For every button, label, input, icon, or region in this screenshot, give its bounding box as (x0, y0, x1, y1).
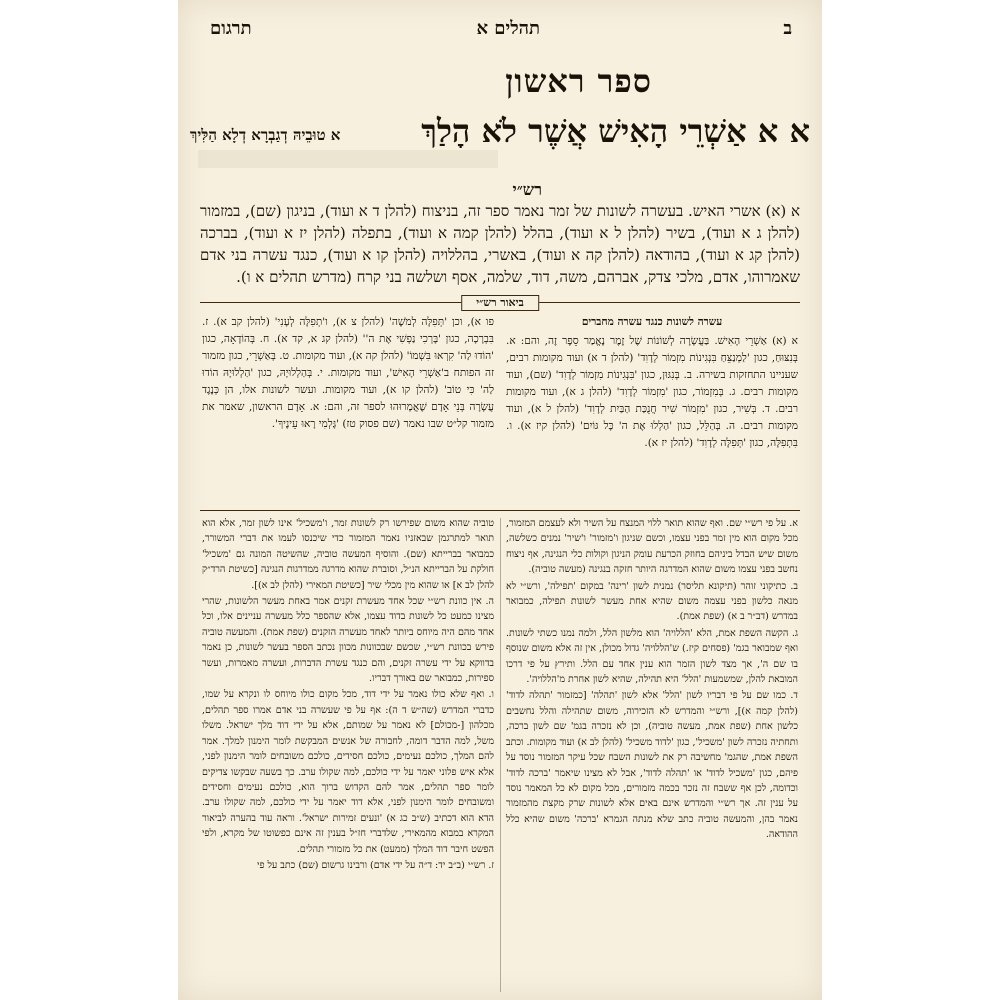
document-page (178, 0, 822, 1000)
biur-text-right: א (א) אַשְׁרֵי הָאִישׁ. בַּעֲשָׂרָה לְשׁוֹנוֹת שֶׁל זֶמֶר נֶאֱמַר סֵפֶר זֶה, והם: א. בְּנִצּוּחַ, כגון 'לַמְנַצֵּחַ בִּנְגִינוֹת מִזְמוֹר לְדָוִד' (להלן ד א) ועוד מקומות רבים, שעניינו התחזקות בשירה. ב. בְּנִגּוּן, כגון 'בִּנְגִינוֹת מִזְמוֹר לְדָוִד' (שם), ועוד מקומות רבים. ג. בְּמִזְמוֹר, כגון 'מִזְמוֹר לְדָוִד' (להלן ג א), ועוד מקומות רבים. ד. בְּשִׁיר, כגון 'מִזְמוֹר שִׁיר חֲנֻכַּת הַבַּיִת לְדָוִד' (להלן ל א), ועוד מקומות רבים. ה. בְּהַלֵּל, כגון 'הַלְלוּ אֶת ה' כָּל גּוֹיִם' (להלן קיז א). ו. בִּתְפִלָּה, כגון 'תְּפִלָּה לְדָוִד' (להלן יז א). (506, 335, 798, 449)
verse-text: א א אַשְׁרֵי הָאִישׁ אֲשֶׁר לֹא הָלַךְ (421, 112, 810, 150)
note-paragraph: ב. כתיקוני זוהר (תיקונא תליסר) נמנית לשון 'רינה' במקום 'תפילה', ורש״י לא מנאה כלשון בפני עצמה משום שהיא אחת מעשר לשונות תפילה, כמבואר במדרש (דב״ר ב א) (שפת אמת). (506, 580, 798, 623)
book-name: תהלים א (476, 18, 540, 39)
rashi-header: רש״י (512, 180, 542, 199)
note-paragraph: ה. אין כוונת רש״י שכל אחד מעשרת זקנים אמר באחת מעשר הלשונות, שהרי מצינו כמעט כל לשונות בדוד עצמו, אלא שהספר כלל מעשרה עניינים אלו, וכל אחד מהם היה מיוחס ביותר לאחד מעשרה הזקנים (שפת אמת). והמעשה טוביה פירש בכוונת רש״י, שכשם שבכוונות מכוון נכתב הספר בעשר לשונות, כן נאמר בדווקא על ידי עשרה זקנים, והם כנגד עשרת הדברות, ועשרה מאמרות, ועשר ספירות, כמבואר שם באורך דבריו. (202, 596, 494, 685)
biur-heading: עשרה לשונות כנגד עשרה מחברים (581, 316, 723, 328)
notes-column-right (506, 516, 798, 844)
biur-column-left (202, 314, 494, 433)
biur-text-left: פו א), וכן 'תְּפִלָּה לְמֹשֶׁה' (להלן צ א), ו'תְפִלָּה לְעָנִי' (להלן קב א). ז. בִּבְרָכָה, כגון 'בָּרְכִי נַפְשִׁי אֶת ה'' (להלן קג א, קד א). ח. בְּהוֹדָאָה, כגון 'הוֹדוּ לַה' קִרְאוּ בִּשְׁמוֹ' (להלן קה א), ועוד מקומות. ט. בְּאַשְׁרֵי, כגון מזמור זה הפותח ב'אַשְׁרֵי הָאִישׁ', ועוד מקומות. י. בְּהַלְלוּיָהּ, כגון 'הַלְלוּיָהּ הוֹדוּ לַה' כִּי טוֹב' (להלן קו א), ועוד מקומות. ועשר לשונות אלו, הן כְּנֶגֶד עֲשָׂרָה בְּנֵי אָדָם שֶׁאֲמָרוּהוּ לספר זה, והם: א. אָדָם הראשון, שאמר את מזמור קל״ט שבו נאמר (שם פסוק טז) 'גָּלְמִי רָאוּ עֵינֶיךָ'. (202, 316, 494, 430)
column-rule (500, 518, 501, 992)
rashi-commentary: א (א) אשרי האיש. בעשרה לשונות של זמר נאמר ספר זה, בניצוח (להלן ד א ועוד), בניגון (שם), במזמור (להלן ג א ועוד), בשיר (להלן ל א ועוד), בהלל (להלן קמה א ועוד), בתפלה (להלן יז א ועוד), בברכה (להלן קג א ועוד), בהודאה (להלן קה א ועוד), באשרי, בהללויה (להלן קו א ועוד), כנגד עשרה בני אדם שאמרוהו, אדם, מלכי צדק, אברהם, משה, דוד, שלמה, אסף ושלשה בני קרח (מדרש תהלים א ו). (200, 202, 800, 286)
page-letter: ב (783, 18, 792, 39)
targum-header: תרגום (210, 18, 252, 39)
faint-bleed-band (198, 150, 498, 168)
book-title: ספר ראשון (505, 62, 652, 100)
note-paragraph: ו. ואף שלא כולו נאמר על ידי דוד, מכל מקום כולו מיוחס לו ונקרא על שמו, כדברי המדרש (שה״ש ד ה): אף על פי שעשרה בני אדם אמרו ספר תהלים, מכלהון [-מכולם] לא נאמר על שמותם, אלא על ידי דוד מלך ישראל. משלו משל, למה הדבר דומה, לחבורה של אנשים המבקשת לומר הימנון למלך. אמר להם המלך, כולכם נעימים, כולכם חסידים, כולכם משובחים לומר הימנון לפני, אלא איש פלוני יאמר על ידי כולכם, למה שקולו ערב. כך בשעה שבקשו צדיקים לומר ספר תהלים, אמר להם הקדוש ברוך הוא, כולכם נעימים וחסידים ומשובחים לומר הימנון לפני, אלא דוד יאמר על ידי כולכם, למה שקולו ערב. הדא הוא דכתיב (ש״ב כג א) 'ונעים זמירות ישראל'. וראה עוד בהערה לביאור המקרא במבוא מהמאירי, שלדברי חז״ל בענין זה אינם כפשוטו של מקרא, ולפי הפשט חיבר דוד המלך (ממעט) את כל מזמורי תהלים. (202, 689, 494, 855)
note-paragraph: ז. רש״י (ב״ב יד: ד״ה על ידי אדם) ורבינו גרשום (שם) כתב על פי (256, 859, 494, 871)
notes-column-left (202, 516, 494, 874)
note-paragraph: ד. כמו שם על פי דבריו לשון 'הלל' אלא לשון 'תהלה' [כמזמור 'תהלה לדוד' (להלן קמה א)], ורש״י והמדרש לא הזכירוה, משום שתהילה והלל נחשבים כלשון אחת (שפת אמת, מעשה טוביה), וכן לא נזכרה בגמ' שם לשון ברכה, ותחתיה נזכרה לשון 'משכיל', כגון 'לדוד משכיל' (להלן לב א) ועוד מקומות. וכתב השפת אמת, שהגמ' מחשיבה רק את לשונות השבח שכל עיקר המזמור נוסד על פיהם, כגון 'משכיל לדוד' או 'תהלה לדוד', אבל לא מצינו שיאמר 'ברכה לדוד' וכדומה, לכן אף ששבח זה נזכר בכמה מזמורים, מכל מקום לא כל המאמר נוסד על ענין זה. אך רש״י והמדרש אינם באים אלא לשונות שרק מקצת מהמזמור נאמר בהן, והמעשה טוביה כתב שלא מנתה הגמרא 'ברכה' משום שהיא כלל ההודאה. (506, 690, 798, 841)
biur-divider (200, 295, 800, 311)
notes-divider (200, 510, 800, 511)
verse-targum: א טוּבֵיהּ דְגַבְרָא דְלָא הַלִּיךְ (190, 126, 341, 144)
page-header (200, 18, 800, 48)
biur-column-right (506, 314, 798, 452)
note-paragraph: ג. הקשה השפת אמת, הלא 'הללויה' הוא מלשון הלל, ולמה נמנו כשתי לשונות. ואף שמבואר בגמ' (פסחים קיז.) ש'הללויה' גדול מכולן, אין זה אלא משום שנוסף בו שם ה', אך מצד לשון הזמר הוא ענין אחד עם הלל. ותירץ על פי דרכו המובאת להלן, שמשמעות 'הלל' היא תהילה, שהיא לשון אחרת מ'הללויה'. (506, 627, 798, 686)
note-paragraph: א. על פי רש״י שם. ואף שהוא תואר ללוי המנצח על השיר ולא לעצמם המזמור, מכל מקום הוא מין זמר בפני עצמו, וכשם שניגון ו'מזמור' ו'שיר' נמנים כשלשה, משום שיש הבדל ביניהם בחוזק הכרעת עומק הניגון וקולות כלי הנגינה, אף ניצוח נחשב בפני עצמו משום שהוא המדרגה היותר חזקה בנגינה (מעשה טוביה). (506, 518, 798, 576)
biur-rashi-label: ביאור רש״י (461, 295, 539, 311)
note-paragraph: טוביה שהוא משום שפירשו רק לשונות זמר, ו'משכיל' אינו לשון זמר, אלא הוא תואר למתרגמן שבאזניו נאמר המזמור כדי שיכנסו לעמו את דברי המשורר, כמבואר בברייתא (שם). והוסיף המעשה טוביה, שהשיטה המונה גם 'משכיל' חולקת על הברייתא הנ״ל, וסוברת שהוא מדרגה ממדרגות הנגינה [כשיטת הרד״ק להלן לב א] או שהוא מין מכלי שיר [כשיטת המאירי (להלן לב א)]. (202, 518, 494, 591)
